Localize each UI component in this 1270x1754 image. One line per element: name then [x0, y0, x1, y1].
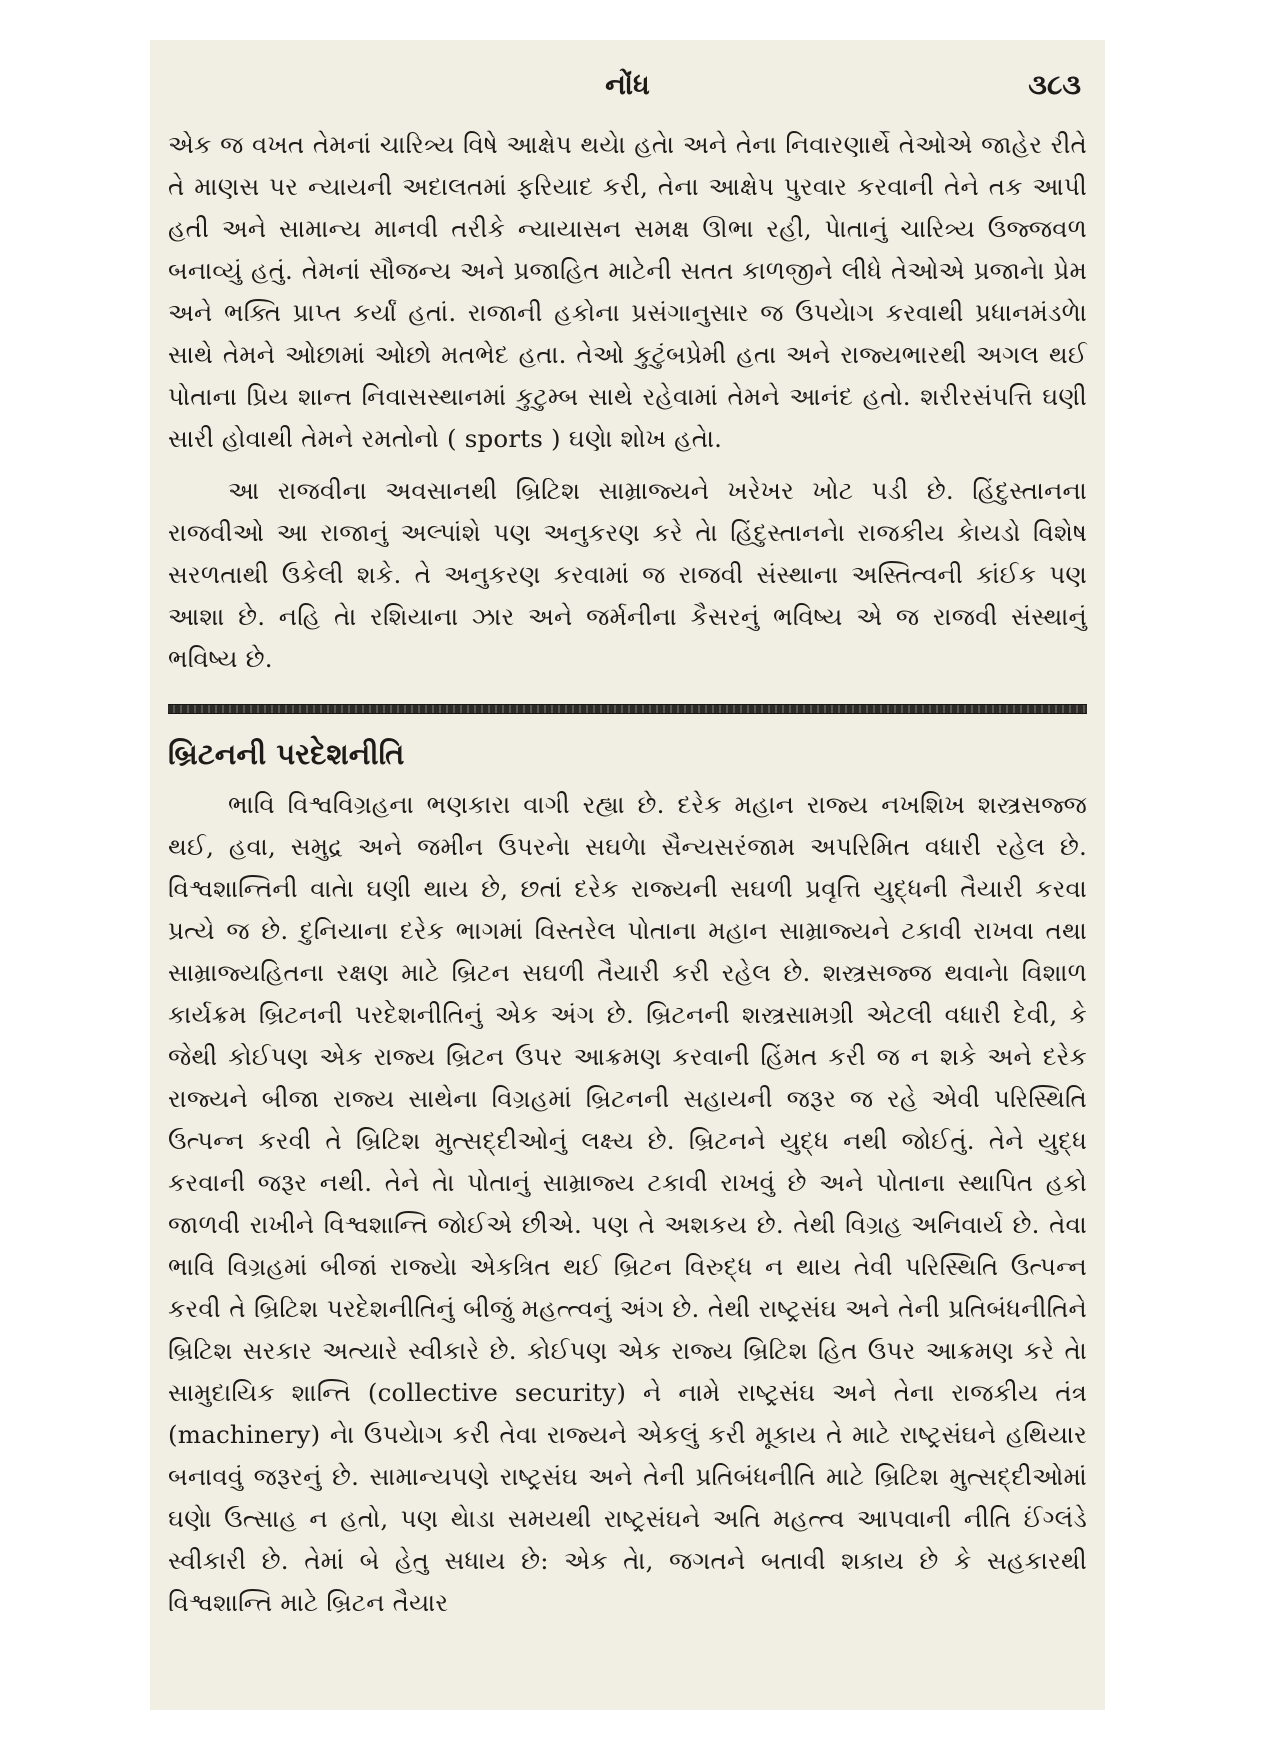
book-page	[150, 40, 1105, 1710]
section-title: બ્રિટનની પરદેશનીતિ	[168, 737, 405, 771]
page-number: ૩૮૩	[1028, 68, 1081, 101]
running-head: નોંધ	[605, 68, 650, 101]
page-header	[168, 68, 1087, 124]
section-paragraph: ભાવિ વિશ્વવિગ્રહના ભણકારા વાગી રહ્યા છે. દરેક મહાન રાજ્ય નખશિખ શસ્ત્રસજ્જ થઈ, હવા, સમુદ્ર અને જમીન ઉપરનેા સઘળેા સૈન્યસરંજામ અપરિમિત વધારી રહેલ છે. વિશ્વશાન્તિની વાતેા ઘણી થાય છે, છતાં દરેક રાજ્યની સઘળી પ્રવૃત્તિ યુદ્ધની તૈયારી કરવા પ્રત્યે જ છે. દુનિયાના દરેક ભાગમાં વિસ્તરેલ પોતાના મહાન સામ્રાજ્યને ટકાવી રાખવા તથા સામ્રાજ્યહિતના રક્ષણ માટે બ્રિટન સઘળી તૈયારી કરી રહેલ છે. શસ્ત્રસજ્જ થવાનેા વિશાળ કાર્યક્રમ બ્રિટનની પરદેશનીતિનું એક અંગ છે. બ્રિટનની શસ્ત્રસામગ્રી એટલી વધારી દેવી, કે જેથી કોઈપણ એક રાજ્ય બ્રિટન ઉપર આક્રમણ કરવાની હિંમત કરી જ ન શકે અને દરેક રાજ્યને બીજા રાજ્ય સાથેના વિગ્રહમાં બ્રિટનની સહાયની જરૂર જ રહે એવી પરિસ્થિતિ ઉત્પન્ન કરવી તે બ્રિટિશ મુત્સદ્દીઓનું લક્ષ્ય છે. બ્રિટનને યુદ્ધ નથી જોઈતું. તેને યુદ્ધ કરવાની જરૂર નથી. તેને તેા પોતાનું સામ્રાજ્ય ટકાવી રાખવું છે અને પોતાના સ્થાપિત હકો જાળવી રાખીને વિશ્વશાન્તિ જોઈએ છીએ. પણ તે અશકય છે. તેથી વિગ્રહ અનિવાર્ય છે. તેવા ભાવિ વિગ્રહમાં બીજાં રાજ્યેા એકત્રિત થઈ બ્રિટન વિરુદ્ધ ન થાય તેવી પરિસ્થિતિ ઉત્પન્ન કરવી તે બ્રિટિશ પરદેશનીતિનું બીજું મહત્ત્વનું અંગ છે. તેથી રાષ્ટ્રસંઘ અને તેની પ્રતિબંધનીતિને બ્રિટિશ સરકાર અત્યારે સ્વીકારે છે. કોઈપણ એક રાજ્ય બ્રિટિશ હિત ઉપર આક્રમણ કરે તેા સામુદાયિક શાન્તિ (collective security) ને નામે રાષ્ટ્રસંઘ અને તેના રાજકીય તંત્ર (machinery) નેા ઉપયેાગ કરી તેવા રાજ્યને એકલું કરી મૂકાય તે માટે રાષ્ટ્રસંઘને હથિયાર બનાવવું જરૂરનું છે. સામાન્યપણે રાષ્ટ્રસંઘ અને તેની પ્રતિબંધનીતિ માટે બ્રિટિશ મુત્સદ્દીઓમાં ઘણેા ઉત્સાહ ન હતો, પણ થેાડા સમયથી રાષ્ટ્રસંઘને અતિ મહત્ત્વ આપવાની નીતિ ઈંગ્લંડે સ્વીકારી છે. તેમાં બે હેતુ સધાય છે: એક તેા, જગતને બતાવી શકાય છે કે સહકારથી વિશ્વશાન્તિ માટે બ્રિટન તૈયાર	[168, 790, 1087, 1617]
paragraph-continued: એક જ વખત તેમનાં ચારિત્ર્ય વિષે આક્ષેપ થયેા હતેા અને તેના નિવારણાર્થે તેઓએ જાહેર રીતે તે માણસ પર ન્યાયની અદાલતમાં ફરિયાદ કરી, તેના આક્ષેપ પુરવાર કરવાની તેને તક આપી હતી અને સામાન્ય માનવી તરીકે ન્યાયાસન સમક્ષ ઊભા રહી, પેાતાનું ચારિત્ર્ય ઉજ્જવળ બનાવ્યું હતું. તેમનાં સૌજન્ય અને પ્રજાહિત માટેની સતત કાળજીને લીધે તેઓએ પ્રજાનેા પ્રેમ અને ભક્તિ પ્રાપ્ત કર્યાં હતાં. રાજાની હકોના પ્રસંગાનુસાર જ ઉપયેાગ કરવાથી પ્રધાનમંડળેા સાથે તેમને ઓછામાં ઓછો મતભેદ હતા. તેઓ કુટુંબપ્રેમી હતા અને રાજ્યભારથી અગલ થઈ પોતાના પ્રિય શાન્ત નિવાસસ્થાનમાં કુટુમ્બ સાથે રહેવામાં તેમને આનંદ હતો. શરીરસંપત્તિ ઘણી સારી હોવાથી તેમને રમતોનો ( sports ) ઘણેા શોખ હતેા.	[168, 130, 1087, 453]
section-divider	[168, 704, 1087, 714]
paragraph-obituary-conclusion: આ રાજવીના અવસાનથી બ્રિટિશ સામ્રાજ્યને ખરેખર ખોટ પડી છે. હિંદુસ્તાનના રાજવીઓ આ રાજાનું અલ્પાંશે પણ અનુકરણ કરે તેા હિંદુસ્તાનનેા રાજકીય કેાયડો વિશેષ સરળતાથી ઉકેલી શકે. તે અનુકરણ કરવામાં જ રાજવી સંસ્થાના અસ્તિત્વની કાંઈક પણ આશા છે. નહિ તેા રશિયાના ઝાર અને જર્મનીના કૈસરનું ભવિષ્ય એ જ રાજવી સંસ્થાનું ભવિષ્ય છે.	[168, 476, 1087, 673]
